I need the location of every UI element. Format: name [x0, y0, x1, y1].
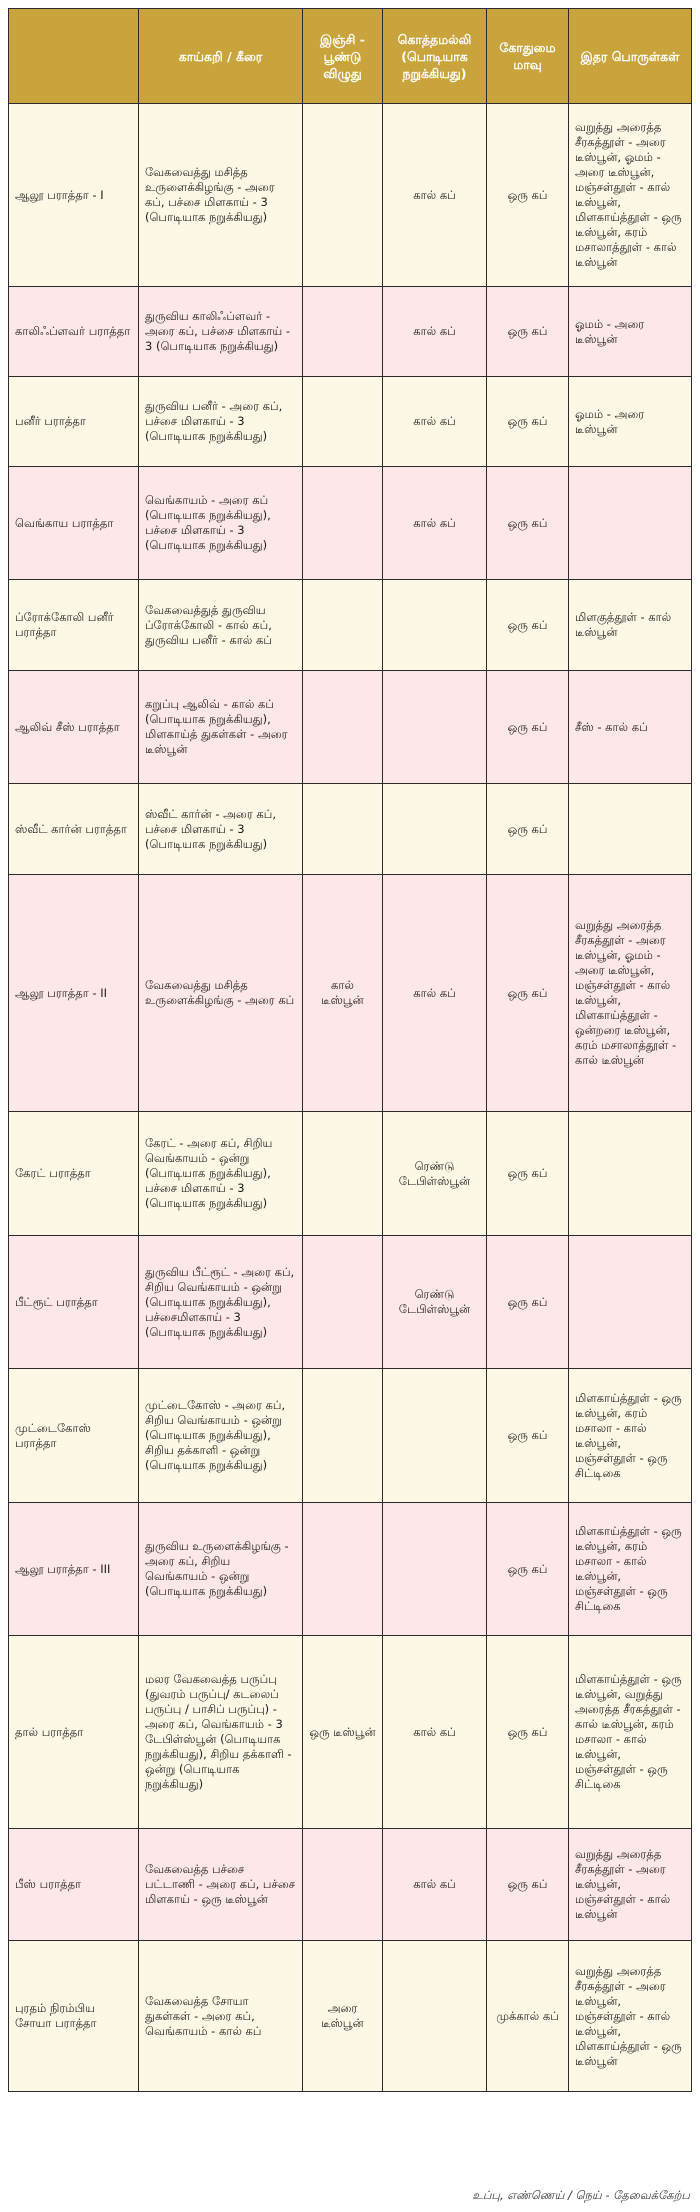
- table-row: [9, 377, 692, 467]
- table-row: [9, 784, 692, 875]
- ginger-garlic-cell: [303, 1829, 383, 1941]
- other-ingredients-cell: ஓமம் - அரை டீஸ்பூன்: [569, 287, 692, 377]
- coriander-cell: ரெண்டு டேபிள்ஸ்பூன்: [383, 1112, 487, 1236]
- other-ingredients-cell: வறுத்து அரைத்த சீரகத்தூள் - அரை டீஸ்பூன், மஞ்சள்தூள் - கால் டீஸ்பூன், மிளகாய்த்தூள் - ஒரு டீஸ்பூன்: [569, 1941, 692, 2092]
- table-row: [9, 1503, 692, 1636]
- recipe-name: புரதம் நிரம்பிய சோயா பராத்தா: [9, 1941, 139, 2092]
- coriander-cell: கால் கப்: [383, 1636, 487, 1829]
- vegetable-cell: ஸ்வீட் கார்ன் - அரை கப், பச்சை மிளகாய் - 3 (பொடியாக நறுக்கியது): [139, 784, 303, 875]
- wheat-flour-cell: ஒரு கப்: [487, 467, 569, 580]
- wheat-flour-cell: ஒரு கப்: [487, 104, 569, 287]
- coriander-cell: [383, 1369, 487, 1503]
- recipe-name: ஆலூ பராத்தா - III: [9, 1503, 139, 1636]
- other-ingredients-cell: மிளகாய்த்தூள் - ஒரு டீஸ்பூன், கரம் மசாலா - கால் டீஸ்பூன், மஞ்சள்தூள் - ஒரு சிட்டிகை: [569, 1369, 692, 1503]
- footer-note: உப்பு, எண்ணெய் / நெய் - தேவைக்கேற்ப: [472, 2188, 690, 2202]
- coriander-cell: [383, 1941, 487, 2092]
- ginger-garlic-cell: [303, 287, 383, 377]
- other-ingredients-cell: [569, 467, 692, 580]
- coriander-cell: கால் கப்: [383, 1829, 487, 1941]
- recipe-name: காலிஃப்ளவர் பராத்தா: [9, 287, 139, 377]
- wheat-flour-cell: ஒரு கப்: [487, 784, 569, 875]
- table-row: [9, 1112, 692, 1236]
- wheat-flour-cell: ஒரு கப்: [487, 580, 569, 671]
- vegetable-cell: துருவிய பீட்ரூட் - அரை கப், சிறிய வெங்காயம் - ஒன்று (பொடியாக நறுக்கியது), பச்சைமிளகாய் - 3 (பொடியாக நறுக்கியது): [139, 1236, 303, 1369]
- table-row: [9, 467, 692, 580]
- recipe-name: பீஸ் பராத்தா: [9, 1829, 139, 1941]
- recipe-name: ஆலிவ் சீஸ் பராத்தா: [9, 671, 139, 784]
- vegetable-cell: துருவிய காலிஃப்ளவர் - அரை கப், பச்சை மிளகாய் - 3 (பொடியாக நறுக்கியது): [139, 287, 303, 377]
- vegetable-cell: வேகவைத்து மசித்த உருளைக்கிழங்கு - அரை கப்: [139, 875, 303, 1112]
- coriander-cell: கால் கப்: [383, 875, 487, 1112]
- coriander-cell: [383, 784, 487, 875]
- recipe-name: ஸ்வீட் கார்ன் பராத்தா: [9, 784, 139, 875]
- other-ingredients-cell: மிளகாய்த்தூள் - ஒரு டீஸ்பூன், கரம் மசாலா - கால் டீஸ்பூன், மஞ்சள்தூள் - ஒரு சிட்டிகை: [569, 1503, 692, 1636]
- table-row: [9, 671, 692, 784]
- vegetable-cell: மலர வேகவைத்த பருப்பு (துவரம் பருப்பு/ கடலைப் பருப்பு / பாசிப் பருப்பு) - அரை கப், வெங்காயம் - 3 டேபிள்ஸ்பூன் (பொடியாக நறுக்கியது), சிறிய தக்காளி - ஒன்று (பொடியாக நறுக்கியது): [139, 1636, 303, 1829]
- coriander-cell: [383, 580, 487, 671]
- recipe-name: ஆலூ பராத்தா - II: [9, 875, 139, 1112]
- coriander-cell: கால் கப்: [383, 467, 487, 580]
- table-row: [9, 104, 692, 287]
- ginger-garlic-cell: [303, 580, 383, 671]
- table-row: [9, 1829, 692, 1941]
- wheat-flour-cell: ஒரு கப்: [487, 1236, 569, 1369]
- table-row: [9, 287, 692, 377]
- wheat-flour-cell: ஒரு கப்: [487, 671, 569, 784]
- header-recipe-name: [9, 9, 139, 104]
- other-ingredients-cell: [569, 1236, 692, 1369]
- recipe-name: ப்ரோக்கோலி பனீர் பராத்தா: [9, 580, 139, 671]
- wheat-flour-cell: ஒரு கப்: [487, 287, 569, 377]
- table-row: [9, 1369, 692, 1503]
- ginger-garlic-cell: [303, 467, 383, 580]
- ginger-garlic-cell: [303, 1112, 383, 1236]
- recipe-name: பீட்ரூட் பராத்தா: [9, 1236, 139, 1369]
- other-ingredients-cell: மிளகாய்த்தூள் - ஒரு டீஸ்பூன், வறுத்து அரைத்த சீரகத்தூள் - கால் டீஸ்பூன், கரம் மசாலா - கால் டீஸ்பூன், மஞ்சள்தூள் - ஒரு சிட்டிகை: [569, 1636, 692, 1829]
- wheat-flour-cell: ஒரு கப்: [487, 1369, 569, 1503]
- ginger-garlic-cell: கால் டீஸ்பூன்: [303, 875, 383, 1112]
- vegetable-cell: கறுப்பு ஆலிவ் - கால் கப் (பொடியாக நறுக்கியது), மிளகாய்த் துகள்கள் - அரை டீஸ்பூன்: [139, 671, 303, 784]
- coriander-cell: கால் கப்: [383, 377, 487, 467]
- header-ginger-garlic: இஞ்சி - பூண்டு விழுது: [303, 9, 383, 104]
- wheat-flour-cell: ஒரு கப்: [487, 1112, 569, 1236]
- header-coriander: கொத்தமல்லி (பொடியாக நறுக்கியது): [383, 9, 487, 104]
- vegetable-cell: வேகவைத்த சோயா துகள்கள் - அரை கப், வெங்காயம் - கால் கப்: [139, 1941, 303, 2092]
- recipe-name: முட்டைகோஸ் பராத்தா: [9, 1369, 139, 1503]
- coriander-cell: கால் கப்: [383, 287, 487, 377]
- other-ingredients-cell: மிளகுத்தூள் - கால் டீஸ்பூன்: [569, 580, 692, 671]
- table-row: [9, 1236, 692, 1369]
- recipe-name: பனீர் பராத்தா: [9, 377, 139, 467]
- header-row: [9, 9, 692, 104]
- wheat-flour-cell: ஒரு கப்: [487, 377, 569, 467]
- header-vegetable: காய்கறி / கீரை: [139, 9, 303, 104]
- table-row: [9, 580, 692, 671]
- wheat-flour-cell: ஒரு கப்: [487, 875, 569, 1112]
- other-ingredients-cell: ஓமம் - அரை டீஸ்பூன்: [569, 377, 692, 467]
- recipe-name: கேரட் பராத்தா: [9, 1112, 139, 1236]
- ginger-garlic-cell: [303, 1369, 383, 1503]
- vegetable-cell: துருவிய பனீர் - அரை கப், பச்சை மிளகாய் - 3 (பொடியாக நறுக்கியது): [139, 377, 303, 467]
- wheat-flour-cell: ஒரு கப்: [487, 1503, 569, 1636]
- paratha-recipe-table: [8, 8, 692, 2092]
- other-ingredients-cell: வறுத்து அரைத்த சீரகத்தூள் - அரை டீஸ்பூன், ஓமம் - அரை டீஸ்பூன், மஞ்சள்தூள் - கால் டீஸ்பூன், மிளகாய்த்தூள் - ஒரு டீஸ்பூன், கரம் மசாலாத்தூள் - கால் டீஸ்பூன்: [569, 104, 692, 287]
- ginger-garlic-cell: அரை டீஸ்பூன்: [303, 1941, 383, 2092]
- coriander-cell: [383, 671, 487, 784]
- other-ingredients-cell: வறுத்து அரைத்த சீரகத்தூள் - அரை டீஸ்பூன், மஞ்சள்தூள் - கால் டீஸ்பூன்: [569, 1829, 692, 1941]
- other-ingredients-cell: [569, 1112, 692, 1236]
- header-other-ingredients: இதர பொருள்கள்: [569, 9, 692, 104]
- table-row: [9, 875, 692, 1112]
- vegetable-cell: வேகவைத்துத் துருவிய ப்ரோக்கோலி - கால் கப், துருவிய பனீர் - கால் கப்: [139, 580, 303, 671]
- coriander-cell: [383, 1503, 487, 1636]
- vegetable-cell: கேரட் - அரை கப், சிறிய வெங்காயம் - ஒன்று (பொடியாக நறுக்கியது), பச்சை மிளகாய் - 3 (பொடியாக நறுக்கியது): [139, 1112, 303, 1236]
- coriander-cell: கால் கப்: [383, 104, 487, 287]
- table-row: [9, 1941, 692, 2092]
- other-ingredients-cell: [569, 784, 692, 875]
- vegetable-cell: வெங்காயம் - அரை கப் (பொடியாக நறுக்கியது), பச்சை மிளகாய் - 3 (பொடியாக நறுக்கியது): [139, 467, 303, 580]
- header-wheat-flour: கோதுமை மாவு: [487, 9, 569, 104]
- wheat-flour-cell: ஒரு கப்: [487, 1636, 569, 1829]
- ginger-garlic-cell: [303, 104, 383, 287]
- other-ingredients-cell: வறுத்து அரைத்த சீரகத்தூள் - அரை டீஸ்பூன், ஓமம் - அரை டீஸ்பூன், மஞ்சள்தூள் - கால் டீஸ்பூன், மிளகாய்த்தூள் - ஒன்றரை டீஸ்பூன், கரம் மசாலாத்தூள் - கால் டீஸ்பூன்: [569, 875, 692, 1112]
- table-row: [9, 1636, 692, 1829]
- coriander-cell: ரெண்டு டேபிள்ஸ்பூன்: [383, 1236, 487, 1369]
- recipe-name: வெங்காய பராத்தா: [9, 467, 139, 580]
- recipe-table-container: [8, 8, 691, 2092]
- vegetable-cell: வேகவைத்து மசித்த உருளைக்கிழங்கு - அரை கப், பச்சை மிளகாய் - 3 (பொடியாக நறுக்கியது): [139, 104, 303, 287]
- ginger-garlic-cell: [303, 1236, 383, 1369]
- wheat-flour-cell: முக்கால் கப்: [487, 1941, 569, 2092]
- vegetable-cell: முட்டைகோஸ் - அரை கப், சிறிய வெங்காயம் - ஒன்று (பொடியாக நறுக்கியது), சிறிய தக்காளி - ஒன்று (பொடியாக நறுக்கியது): [139, 1369, 303, 1503]
- other-ingredients-cell: சீஸ் - கால் கப்: [569, 671, 692, 784]
- ginger-garlic-cell: [303, 784, 383, 875]
- recipe-name: ஆலூ பராத்தா - I: [9, 104, 139, 287]
- vegetable-cell: வேகவைத்த பச்சை பட்டாணி - அரை கப், பச்சை மிளகாய் - ஒரு டீஸ்பூன்: [139, 1829, 303, 1941]
- ginger-garlic-cell: [303, 1503, 383, 1636]
- vegetable-cell: துருவிய உருளைக்கிழங்கு - அரை கப், சிறிய வெங்காயம் - ஒன்று (பொடியாக நறுக்கியது): [139, 1503, 303, 1636]
- ginger-garlic-cell: [303, 377, 383, 467]
- recipe-name: தால் பராத்தா: [9, 1636, 139, 1829]
- wheat-flour-cell: ஒரு கப்: [487, 1829, 569, 1941]
- ginger-garlic-cell: [303, 671, 383, 784]
- ginger-garlic-cell: ஒரு டீஸ்பூன்: [303, 1636, 383, 1829]
